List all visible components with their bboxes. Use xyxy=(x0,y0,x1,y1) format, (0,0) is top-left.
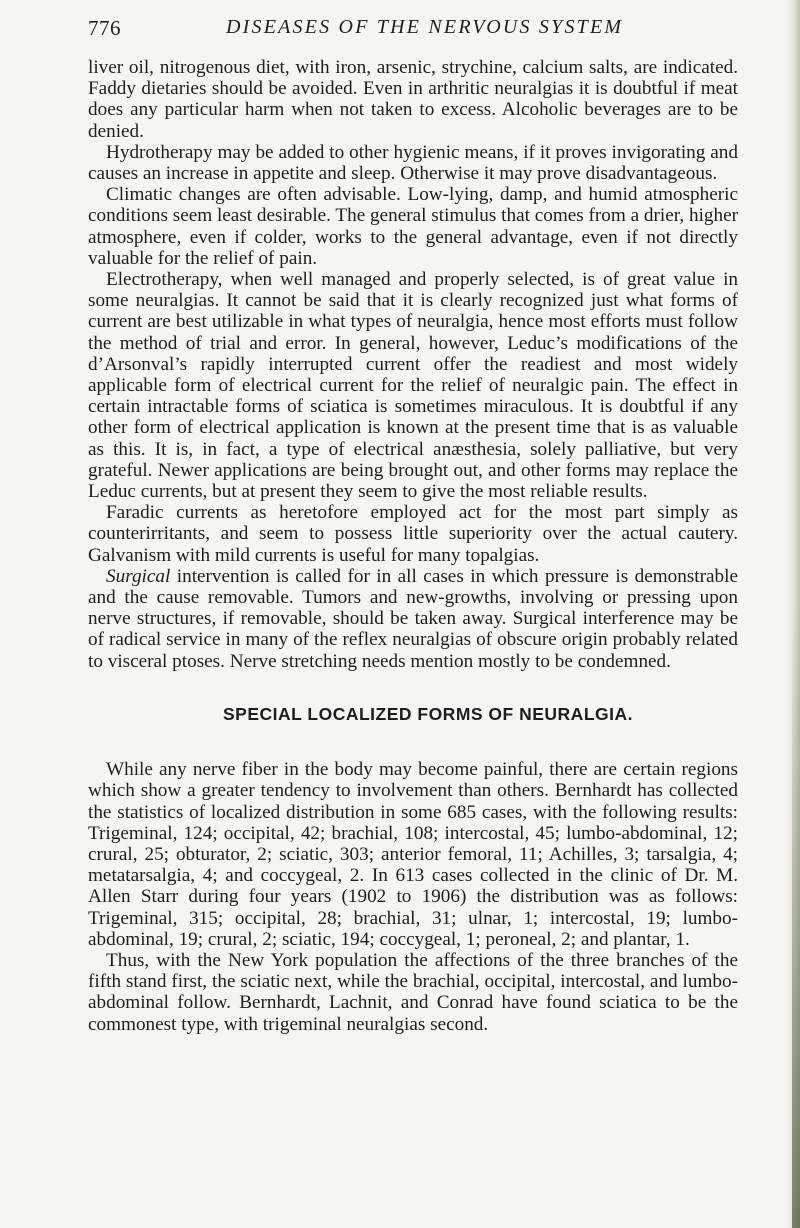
page-number: 776 xyxy=(88,16,121,40)
surgical-lead: Surgical xyxy=(106,565,171,587)
paragraph-hydrotherapy: Hydrotherapy may be added to other hygienic means, if it proves invigorating and causes an increase in appetite and sleep. Otherwise it may prove disadvantageous. xyxy=(88,141,738,185)
paragraph-statistics: While any nerve fiber in the body may become painful, there are certain regions which show a greater tendency to involvement than others. Bernhardt has collected the statistics of localized distribution in some 685 cases, with the following results: Trigeminal, 124; occipital, 42; brachial, 108; intercostal, 45; lumbo-abdominal, 12; crural, 25; obturator, 2; sciatic, 303; anterior femoral, 11; Achilles, 3; tarsalgia, 4; metatarsalgia, 4; and coccygeal, 2. In 613 cases collected in the clinic of Dr. M. Allen Starr during four years (1902 to 1906) the distribution was as follows: Trigeminal, 315; occipital, 28; brachial, 31; ulnar, 1; intercostal, 19; lumbo-abdominal, 19; crural, 2; sciatic, 194; coccygeal, 1; peroneal, 2; and plantar, 1. xyxy=(88,759,738,950)
section-heading: SPECIAL LOCALIZED FORMS OF NEURALGIA. xyxy=(223,703,633,724)
body-text xyxy=(88,57,738,1035)
page-header xyxy=(88,16,738,46)
paragraph-electrotherapy: Electrotherapy, when well managed and properly selected, is of great value in some neuralgias. It cannot be said that it is clearly recognized just what forms of current are best utilizable in what types of neuralgia, hence most efforts must follow the method of trial and error. In general, however, Leduc’s modifications of the d’Arsonval’s rapidly interrupted current offer the readiest and most widely applicable form of electrical current for the relief of neuralgic pain. The effect in certain intractable forms of sciatica is sometimes miraculous. It is doubtful if any other form of electrical application is known at the present time that is as valuable as this. It is, in fact, a type of electrical anæsthesia, solely palliative, but very grateful. Newer applications are being brought out, and other forms may replace the Leduc currents, but at present they seem to give the most reliable results. xyxy=(88,269,738,503)
paragraph-surgical xyxy=(88,566,738,672)
surgical-rest: intervention is called for in all cases in which pressure is demonstrable and the cause removable. Tumors and new-growths, involving or pressing upon nerve structures, if removable, should be taken away. Surgical interference may be of radical service in many of the reflex neuralgias of obscure origin probably related to visceral ptoses. Nerve stretching needs mention mostly to be condemned. xyxy=(88,565,738,672)
page-edge-stain xyxy=(792,600,800,1228)
running-head: DISEASES OF THE NERVOUS SYSTEM xyxy=(226,16,624,38)
paragraph-conclusion: Thus, with the New York population the affections of the three branches of the fifth stand first, the sciatic next, while the brachial, occipital, intercostal, and lumbo-abdominal follow. Bernhardt, Lachnit, and Conrad have found sciatica to be the commonest type, with trigeminal neuralgias second. xyxy=(88,949,738,1035)
paragraph-faradic: Faradic currents as heretofore employed act for the most part simply as counterirritants, and seem to possess little superiority over the actual cautery. Galvanism with mild currents is useful for many topalgias. xyxy=(88,502,738,566)
paragraph-climatic: Climatic changes are often advisable. Low-lying, damp, and humid atmospheric conditions seem least desirable. The general stimulus that comes from a drier, higher atmosphere, even if colder, works to the general advantage, even if not directly valuable for the relief of pain. xyxy=(88,184,738,269)
paragraph-diet: liver oil, nitrogenous diet, with iron, arsenic, strychine, calcium salts, are indicated. Faddy dietaries should be avoided. Even in arthritic neuralgias it is doubtful if meat does any particular harm when not taken to excess. Alcoholic beverages are to be denied. xyxy=(88,57,738,142)
